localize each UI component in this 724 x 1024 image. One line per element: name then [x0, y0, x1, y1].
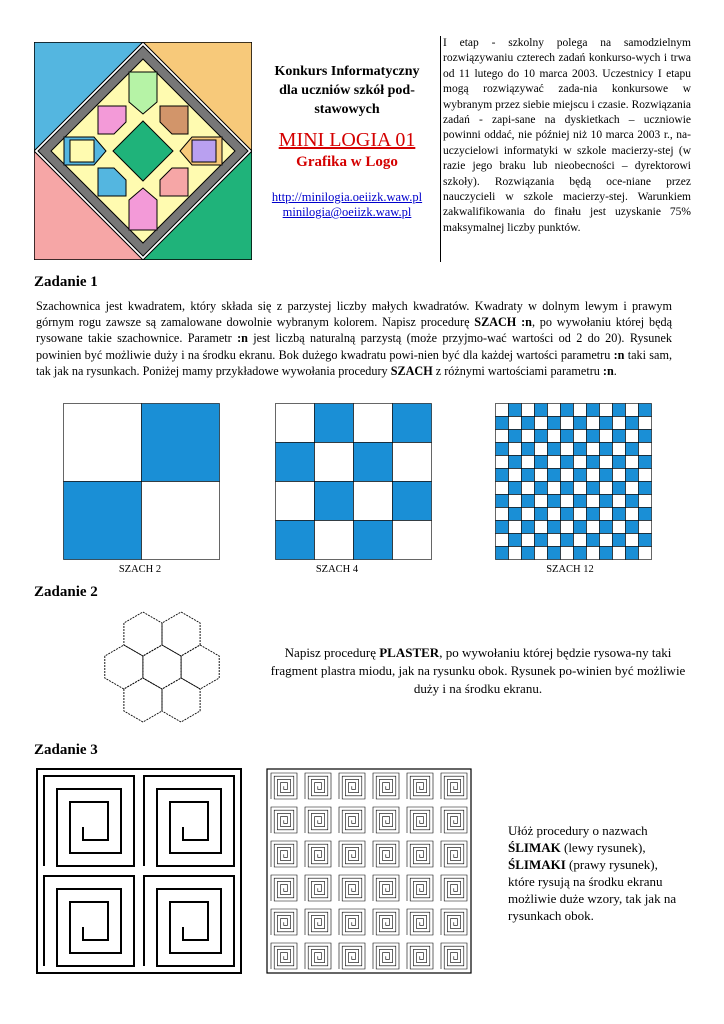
- board-cell: [587, 508, 600, 521]
- board-cell: [496, 469, 509, 482]
- spiral: [44, 776, 134, 866]
- email-link[interactable]: minilogia@oeiizk.waw.pl: [282, 205, 412, 219]
- spiral: [339, 807, 365, 833]
- board-cell: [393, 443, 432, 482]
- board-cell: [522, 534, 535, 547]
- board-cell: [509, 534, 522, 547]
- board-cell: [142, 404, 220, 482]
- board-cell: [393, 404, 432, 443]
- board-cell: [548, 443, 561, 456]
- chessboard-szach-2: [63, 403, 220, 560]
- board-cell: [587, 456, 600, 469]
- board-cell: [561, 547, 574, 560]
- board-cell: [613, 456, 626, 469]
- spiral: [373, 773, 399, 799]
- board-cell: [548, 547, 561, 560]
- board-cell: [509, 456, 522, 469]
- board-cell: [561, 430, 574, 443]
- board-cell: [639, 495, 652, 508]
- board-cell: [354, 521, 393, 560]
- board-cell: [548, 495, 561, 508]
- board-cell: [509, 443, 522, 456]
- task2-heading: Zadanie 2: [34, 584, 98, 600]
- spiral: [339, 943, 365, 969]
- board-cell: [600, 508, 613, 521]
- spiral: [305, 773, 331, 799]
- board-cell: [587, 430, 600, 443]
- spiral: [144, 876, 234, 966]
- spiral: [373, 807, 399, 833]
- board-cell: [600, 534, 613, 547]
- spiral: [144, 776, 234, 866]
- board-cell: [535, 534, 548, 547]
- board-cell: [613, 547, 626, 560]
- board-cell: [548, 430, 561, 443]
- board-cell: [600, 417, 613, 430]
- board-cell: [587, 443, 600, 456]
- keyword: ŚLIMAK: [508, 840, 561, 855]
- board-cell: [522, 456, 535, 469]
- text: jest liczbą naturalną parzystą (może przyjmo-wać wartości od 2 do 20). Rysunek powinien być możliwie duży i na środku ekranu. Bok dużego kwadratu powi-nien być dla każdej wartości parametru: [36, 331, 672, 362]
- board-cell: [574, 443, 587, 456]
- task1-text: [36, 298, 672, 379]
- spiral: [339, 841, 365, 867]
- board-cell: [496, 547, 509, 560]
- frame: [267, 769, 471, 973]
- contest-line: stawowych: [314, 102, 380, 117]
- board-cell: [548, 456, 561, 469]
- hexagon: [124, 612, 162, 656]
- caption-szach-2: SZACH 2: [118, 564, 162, 575]
- board-cell: [496, 443, 509, 456]
- board-cell: [587, 547, 600, 560]
- board-cell: [613, 482, 626, 495]
- board-cell: [600, 456, 613, 469]
- spiral: [407, 841, 433, 867]
- task3-heading: Zadanie 3: [34, 742, 98, 758]
- board-cell: [522, 521, 535, 534]
- hexagon: [162, 678, 200, 722]
- keyword: :n: [613, 347, 625, 362]
- board-cell: [522, 469, 535, 482]
- board-cell: [535, 482, 548, 495]
- board-cell: [613, 495, 626, 508]
- text: Ułóż procedury o nazwach: [508, 823, 648, 838]
- board-cell: [393, 482, 432, 521]
- board-cell: [561, 482, 574, 495]
- keyword: PLASTER: [379, 645, 440, 660]
- board-cell: [548, 404, 561, 417]
- text: , po wywołaniu której będą rysowane takie szachownice. Parametr: [36, 315, 673, 346]
- board-cell: [496, 456, 509, 469]
- hexagon: [124, 678, 162, 722]
- board-cell: [600, 547, 613, 560]
- board-cell: [548, 469, 561, 482]
- board-cell: [574, 482, 587, 495]
- board-cell: [522, 508, 535, 521]
- board-cell: [587, 495, 600, 508]
- board-cell: [522, 443, 535, 456]
- spiral: [407, 875, 433, 901]
- board-cell: [496, 508, 509, 521]
- board-cell: [561, 534, 574, 547]
- board-cell: [626, 534, 639, 547]
- board-cell: [574, 469, 587, 482]
- text: Szachownica jest kwadratem, który składa się z parzystej liczby małych kwadratów. Kwadraty w dolnym lewym i prawym górnym rogu zawsze są zamalowane dowolnie wybranym kolorem. Napisz procedurę: [36, 299, 672, 330]
- board-cell: [639, 430, 652, 443]
- spiral: [407, 807, 433, 833]
- board-cell: [535, 404, 548, 417]
- slimak-figure: [36, 768, 242, 974]
- board-cell: [548, 417, 561, 430]
- board-cell: [522, 430, 535, 443]
- board-cell: [535, 469, 548, 482]
- board-cell: [522, 482, 535, 495]
- board-cell: [276, 443, 315, 482]
- spiral: [441, 909, 467, 935]
- board-cell: [574, 456, 587, 469]
- board-cell: [561, 456, 574, 469]
- board-cell: [639, 534, 652, 547]
- board-cell: [639, 417, 652, 430]
- spiral: [305, 841, 331, 867]
- board-cell: [639, 443, 652, 456]
- board-cell: [639, 547, 652, 560]
- board-cell: [574, 521, 587, 534]
- board-cell: [276, 404, 315, 443]
- board-cell: [509, 508, 522, 521]
- board-cell: [561, 443, 574, 456]
- board-cell: [613, 404, 626, 417]
- hexagon: [143, 645, 181, 689]
- board-cell: [600, 430, 613, 443]
- board-cell: [587, 534, 600, 547]
- board-cell: [496, 482, 509, 495]
- board-cell: [626, 443, 639, 456]
- task2-text: [268, 644, 688, 698]
- board-cell: [64, 404, 142, 482]
- spiral: [441, 875, 467, 901]
- task1-heading: Zadanie 1: [34, 274, 98, 290]
- contest-title: [258, 62, 436, 119]
- spiral: [339, 875, 365, 901]
- slimaki-figure: [266, 768, 472, 974]
- text: .: [613, 363, 617, 378]
- spiral: [271, 875, 297, 901]
- board-cell: [393, 521, 432, 560]
- board-cell: [639, 469, 652, 482]
- board-cell: [509, 495, 522, 508]
- board-cell: [600, 404, 613, 417]
- spiral: [373, 909, 399, 935]
- board-cell: [613, 417, 626, 430]
- board-cell: [587, 521, 600, 534]
- board-cell: [561, 404, 574, 417]
- board-cell: [587, 404, 600, 417]
- board-cell: [535, 456, 548, 469]
- caption-szach-12: SZACH 12: [546, 564, 594, 575]
- spiral: [339, 909, 365, 935]
- spiral: [441, 773, 467, 799]
- board-cell: [613, 534, 626, 547]
- board-cell: [626, 417, 639, 430]
- board-cell: [600, 469, 613, 482]
- keyword: :n: [237, 331, 248, 346]
- caption-szach-4: SZACH 4: [315, 564, 359, 575]
- spiral: [373, 875, 399, 901]
- board-cell: [626, 456, 639, 469]
- stage-info: I etap - szkolny polega na samodzielnym rozwiązywaniu czterech zadań konkurso-wych i trwa od 11 lutego do 10 marca 2003. Uczestnicy I etapu mogą rozwiązywać zada-nia konkursowe w wybranym przez siebie miejscu i czasie. Rozwiązania zadań - zapi-sane na dyskietkach – uczniowie powinni oddać, nie później niż 10 marca 2003 r., na-uczycielowi informatyki w szkole macierzy-stej (w razie jego braku lub nieobecności – dyrektorowi szkoły). Rozwiązania będą oce-niane przez nauczycieli w szkole macierzy-stej. Warunkiem zakwalifikowania do finału jest uzyskanie 75% maksymalnej liczby punktów.: [440, 36, 691, 262]
- board-cell: [64, 482, 142, 560]
- keyword: :n: [602, 363, 614, 378]
- board-cell: [315, 482, 354, 521]
- header-center: [258, 62, 436, 220]
- board-cell: [626, 482, 639, 495]
- text: (prawy rysunek), które rysują na środku ekranu możliwie duże wzory, tak jak na rysunkach obok.: [508, 857, 677, 923]
- spiral: [441, 943, 467, 969]
- board-cell: [561, 495, 574, 508]
- board-cell: [522, 417, 535, 430]
- spiral: [271, 943, 297, 969]
- board-cell: [509, 404, 522, 417]
- spiral: [305, 875, 331, 901]
- board-cell: [522, 404, 535, 417]
- board-cell: [509, 482, 522, 495]
- board-cell: [639, 404, 652, 417]
- spiral: [305, 943, 331, 969]
- board-cell: [535, 521, 548, 534]
- hexagon: [105, 645, 143, 689]
- chessboard-szach-12: [495, 403, 652, 560]
- board-cell: [354, 404, 393, 443]
- spiral: [373, 841, 399, 867]
- board-cell: [626, 404, 639, 417]
- board-cell: [496, 521, 509, 534]
- board-cell: [276, 521, 315, 560]
- board-cell: [496, 417, 509, 430]
- board-cell: [561, 417, 574, 430]
- contest-line: dla uczniów szkół pod-: [279, 83, 415, 98]
- honeycomb-figure: [92, 604, 232, 730]
- text: , po wywołaniu której będzie rysowa-ny taki fragment plastra miodu, jak na rysunku obok. Rysunek po-winien być możliwie duży i na środku ekranu.: [270, 645, 686, 696]
- board-cell: [574, 430, 587, 443]
- spiral: [305, 807, 331, 833]
- main-title: MINI LOGIA 01: [278, 129, 416, 151]
- board-cell: [574, 508, 587, 521]
- board-cell: [535, 495, 548, 508]
- board-cell: [561, 521, 574, 534]
- board-cell: [626, 495, 639, 508]
- spiral: [407, 943, 433, 969]
- board-cell: [509, 469, 522, 482]
- board-cell: [613, 521, 626, 534]
- board-cell: [522, 495, 535, 508]
- board-cell: [600, 495, 613, 508]
- board-cell: [496, 534, 509, 547]
- board-cell: [509, 417, 522, 430]
- board-cell: [639, 482, 652, 495]
- spiral: [271, 909, 297, 935]
- board-cell: [142, 482, 220, 560]
- board-cell: [626, 521, 639, 534]
- board-cell: [509, 521, 522, 534]
- task3-text: [508, 822, 678, 924]
- board-cell: [574, 495, 587, 508]
- board-cell: [639, 521, 652, 534]
- board-cell: [315, 521, 354, 560]
- board-cell: [315, 443, 354, 482]
- spiral: [44, 876, 134, 966]
- links: [258, 190, 436, 220]
- spiral: [271, 841, 297, 867]
- spiral: [339, 773, 365, 799]
- board-cell: [315, 404, 354, 443]
- board-cell: [587, 482, 600, 495]
- board-cell: [626, 508, 639, 521]
- board-cell: [574, 417, 587, 430]
- text: z różnymi wartościami parametru: [432, 363, 603, 378]
- board-cell: [548, 508, 561, 521]
- board-cell: [535, 417, 548, 430]
- board-cell: [574, 404, 587, 417]
- board-cell: [535, 430, 548, 443]
- board-cell: [496, 430, 509, 443]
- board-cell: [626, 547, 639, 560]
- spiral: [271, 807, 297, 833]
- text: taki sam, tak jak na rysunkach. Poniżej mamy przykładowe wywołania procedury: [36, 347, 672, 378]
- board-cell: [639, 456, 652, 469]
- text: (lewy rysunek),: [560, 840, 646, 855]
- board-cell: [613, 443, 626, 456]
- board-cell: [509, 547, 522, 560]
- board-cell: [548, 521, 561, 534]
- board-cell: [600, 443, 613, 456]
- keyword: SZACH: [390, 363, 433, 378]
- hexagon: [162, 612, 200, 656]
- board-cell: [639, 508, 652, 521]
- text: Napisz procedurę: [284, 645, 380, 660]
- spiral: [441, 807, 467, 833]
- chessboard-szach-4: [275, 403, 432, 560]
- contest-line: Konkurs Informatyczny: [274, 64, 420, 79]
- board-cell: [548, 534, 561, 547]
- subtitle: Grafika w Logo: [296, 154, 398, 170]
- spiral: [407, 909, 433, 935]
- website-link[interactable]: http://minilogia.oeiizk.waw.pl: [271, 190, 423, 204]
- board-cell: [354, 482, 393, 521]
- spiral: [271, 773, 297, 799]
- board-cell: [587, 417, 600, 430]
- board-cell: [535, 508, 548, 521]
- board-cell: [574, 534, 587, 547]
- mini-logia-logo: [34, 42, 252, 260]
- board-cell: [496, 404, 509, 417]
- board-cell: [535, 443, 548, 456]
- spiral: [441, 841, 467, 867]
- board-cell: [574, 547, 587, 560]
- board-cell: [587, 469, 600, 482]
- board-cell: [600, 482, 613, 495]
- board-cell: [548, 482, 561, 495]
- keyword: SZACH :n: [474, 315, 532, 330]
- board-cell: [613, 430, 626, 443]
- board-cell: [354, 443, 393, 482]
- spiral: [373, 943, 399, 969]
- board-cell: [535, 547, 548, 560]
- board-cell: [626, 430, 639, 443]
- keyword: ŚLIMAKI: [508, 857, 566, 872]
- spiral: [407, 773, 433, 799]
- board-cell: [522, 547, 535, 560]
- board-cell: [276, 482, 315, 521]
- board-cell: [626, 469, 639, 482]
- frame: [37, 769, 241, 973]
- spiral: [305, 909, 331, 935]
- board-cell: [561, 508, 574, 521]
- board-cell: [509, 430, 522, 443]
- board-cell: [613, 508, 626, 521]
- hexagon: [181, 645, 219, 689]
- board-cell: [496, 495, 509, 508]
- board-cell: [613, 469, 626, 482]
- board-cell: [600, 521, 613, 534]
- board-cell: [561, 469, 574, 482]
